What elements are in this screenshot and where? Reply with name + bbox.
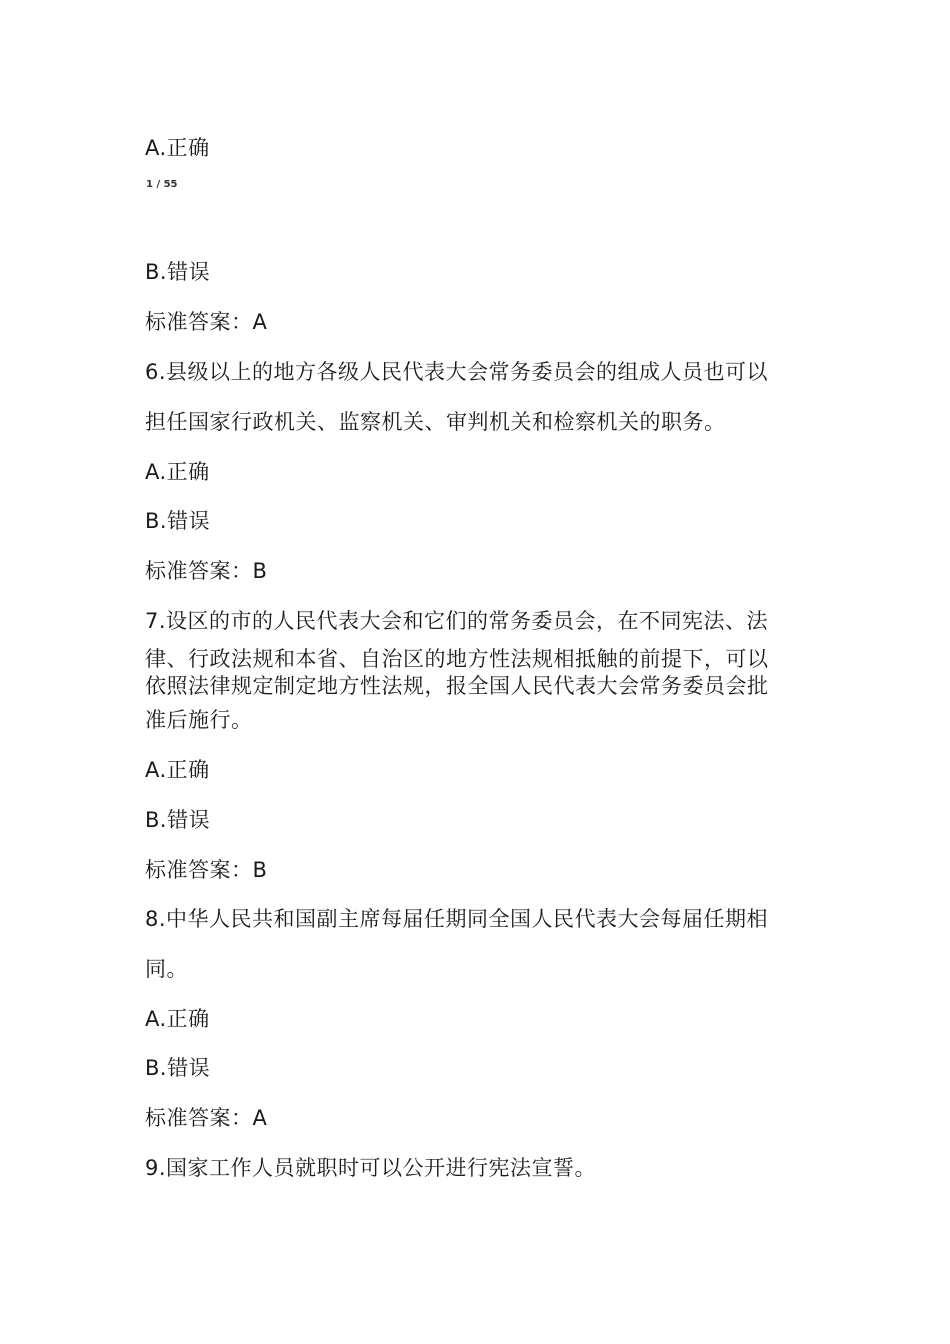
answer-q7: 标准答案：B [145,858,268,882]
option-a-q7: A.正确 [145,758,210,782]
question-8-line-1: 8.中华人民共和国副主席每届任期同全国人民代表大会每届任期相 [145,907,769,931]
answer-q5: 标准答案：A [145,310,268,334]
question-9-line-1: 9.国家工作人员就职时可以公开进行宪法宣誓。 [145,1156,597,1180]
option-b-q5: B.错误 [145,260,211,284]
question-7-line-4: 准后施行。 [145,708,253,732]
question-8-line-2: 同。 [145,957,188,981]
answer-q8: 标准答案：A [145,1106,268,1130]
answer-q6: 标准答案：B [145,559,268,583]
question-7-line-1: 7.设区的市的人民代表大会和它们的常务委员会，在不同宪法、法 [145,609,769,633]
option-b-q8: B.错误 [145,1056,211,1080]
option-a-q6: A.正确 [145,460,210,484]
option-b-q7: B.错误 [145,808,211,832]
option-a-q8: A.正确 [145,1007,210,1031]
question-6-line-1: 6.县级以上的地方各级人民代表大会常务委员会的组成人员也可以 [145,360,769,384]
question-7-line-3: 依照法律规定制定地方性法规，报全国人民代表大会常务委员会批 [145,674,769,698]
option-b-q6: B.错误 [145,509,211,533]
option-a-q5: A.正确 [145,136,210,160]
question-6-line-2: 担任国家行政机关、监察机关、审判机关和检察机关的职务。 [145,410,726,434]
question-7-line-2: 律、行政法规和本省、自治区的地方性法规相抵触的前提下，可以 [145,647,769,671]
page-number: 1 / 55 [146,179,178,190]
